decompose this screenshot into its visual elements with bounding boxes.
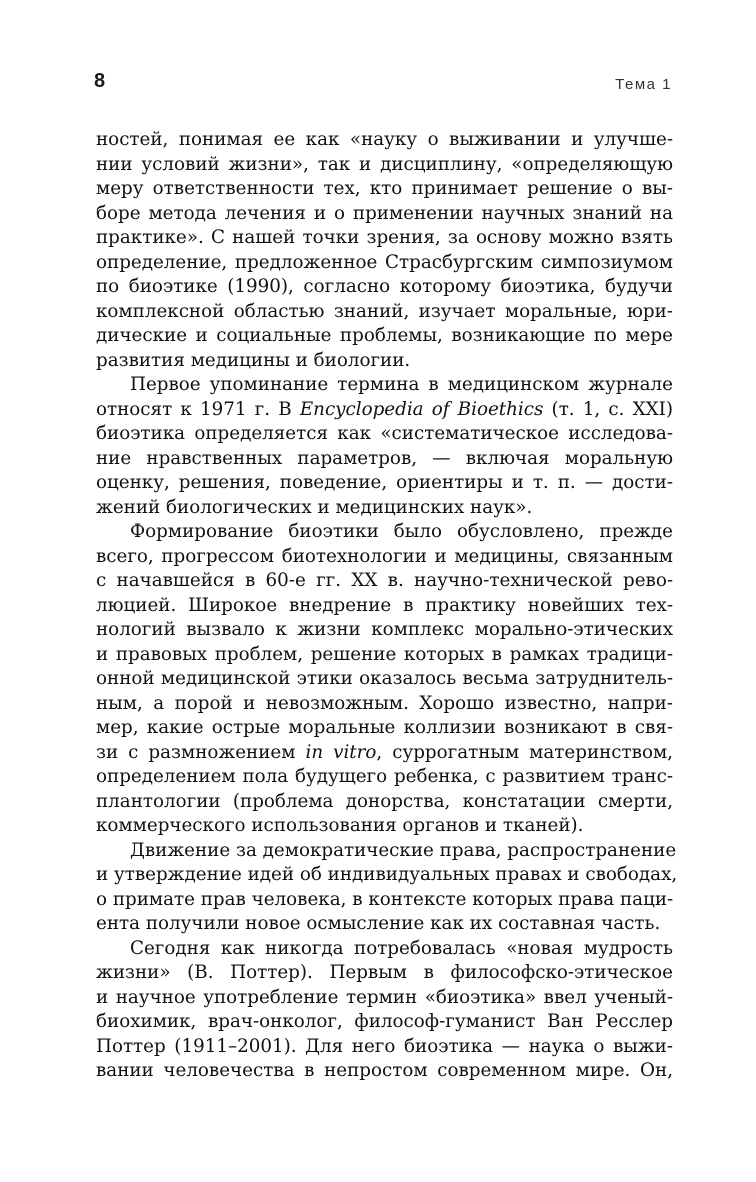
italic-term: Encyclopedia of Bioethics	[299, 398, 544, 420]
text-line: о примате прав человека, в контексте которых права паци-	[96, 888, 674, 910]
text-line: жизни» (В. Поттер). Первым в философско-этическое	[96, 962, 673, 983]
text-line: ние нравственных параметров, — включая моральную	[96, 447, 673, 469]
page-number: 8	[94, 70, 106, 92]
text-line: Первое упоминание термина в медицинском журнале	[130, 374, 673, 395]
text-line: оценку, решения, поведение, ориентиры и т. п. — дости-	[96, 472, 673, 493]
text-line: биохимик, врач-онколог, философ-гуманист Ван Ресслер	[96, 1011, 673, 1032]
text-line: мер, какие острые моральные коллизии возникают в свя-	[96, 717, 673, 738]
text-line: дические и социальные проблемы, возникающие по мере	[96, 325, 673, 346]
text-line: развития медицины и биологии.	[96, 349, 411, 371]
text-line: Движение за демократические права, распространение	[130, 839, 677, 861]
text-line: вании человечества в непростом современном мире. Он,	[96, 1060, 673, 1081]
text-line: с начавшейся в 60-е гг. XX в. научно-технической рево-	[96, 570, 673, 591]
text-line: практике». С нашей точки зрения, за основу можно взять	[96, 227, 673, 248]
paragraph	[96, 839, 678, 937]
text-line: комплексной областью знаний, изучает моральные, юри-	[96, 300, 673, 322]
paragraph	[96, 937, 673, 1084]
text-line: меру ответственности тех, кто принимает решение о вы-	[96, 178, 673, 199]
text-line: нологий вызвало к жизни комплекс морально-этических	[96, 619, 673, 640]
text-line: биоэтика определяется как «систематическое исследова-	[96, 423, 673, 444]
text-line: коммерческого использования органов и тканей).	[96, 815, 584, 836]
italic-term: in vitro	[305, 741, 377, 763]
text-line: боре метода лечения и о применении научных знаний на	[96, 202, 673, 224]
text-line: и утверждение идей об индивидуальных правах и свободах,	[96, 864, 678, 885]
text-line: ента получили новое осмысление как их составная часть.	[96, 913, 661, 934]
text-line: всего, прогрессом биотехнологии и медицины, связанным	[96, 545, 673, 567]
text-line: плантологии (проблема донорства, констатации смерти,	[96, 790, 673, 812]
text-line: относят к 1971 г. В Encyclopedia of Bioethics (т. 1, с. XXI)	[96, 398, 673, 420]
body-text	[96, 128, 678, 1084]
text-line: по биоэтике (1990), согласно которому биоэтика, будучи	[96, 276, 673, 297]
text-line: онной медицинской этики оказалось весьма затруднитель-	[96, 668, 673, 689]
text-line: и правовых проблем, решение которых в рамках традици-	[96, 643, 673, 665]
running-head: Тема 1	[615, 76, 672, 93]
paragraph	[96, 520, 673, 839]
text-line: определение, предложенное Страсбургским симпозиумом	[96, 251, 673, 273]
text-line: жений биологических и медицинских наук».	[96, 496, 533, 518]
text-line: нии условий жизни», так и дисциплину, «определяющую	[96, 153, 673, 175]
paragraph	[96, 373, 673, 520]
text-line: и научное употребление термин «биоэтика» ввел ученый-	[96, 986, 673, 1008]
text-line: люцией. Широкое внедрение в практику новейших тех-	[96, 594, 673, 616]
text-line: ностей, понимая ее как «науку о выживании и улучше-	[96, 129, 673, 150]
text-line: Сегодня как никогда потребовалась «новая мудрость	[130, 937, 673, 959]
text-line: определением пола будущего ребенка, с развитием транс-	[96, 766, 673, 787]
text-line: Поттер (1911–2001). Для него биоэтика — наука о выжи-	[96, 1035, 673, 1057]
text-line: ным, а порой и невозможным. Хорошо известно, напри-	[96, 692, 673, 714]
text-line: Формирование биоэтики было обусловлено, прежде	[130, 521, 673, 542]
text-line: зи с размножением in vitro, суррогатным материнством,	[96, 741, 673, 763]
paragraph	[96, 128, 673, 373]
